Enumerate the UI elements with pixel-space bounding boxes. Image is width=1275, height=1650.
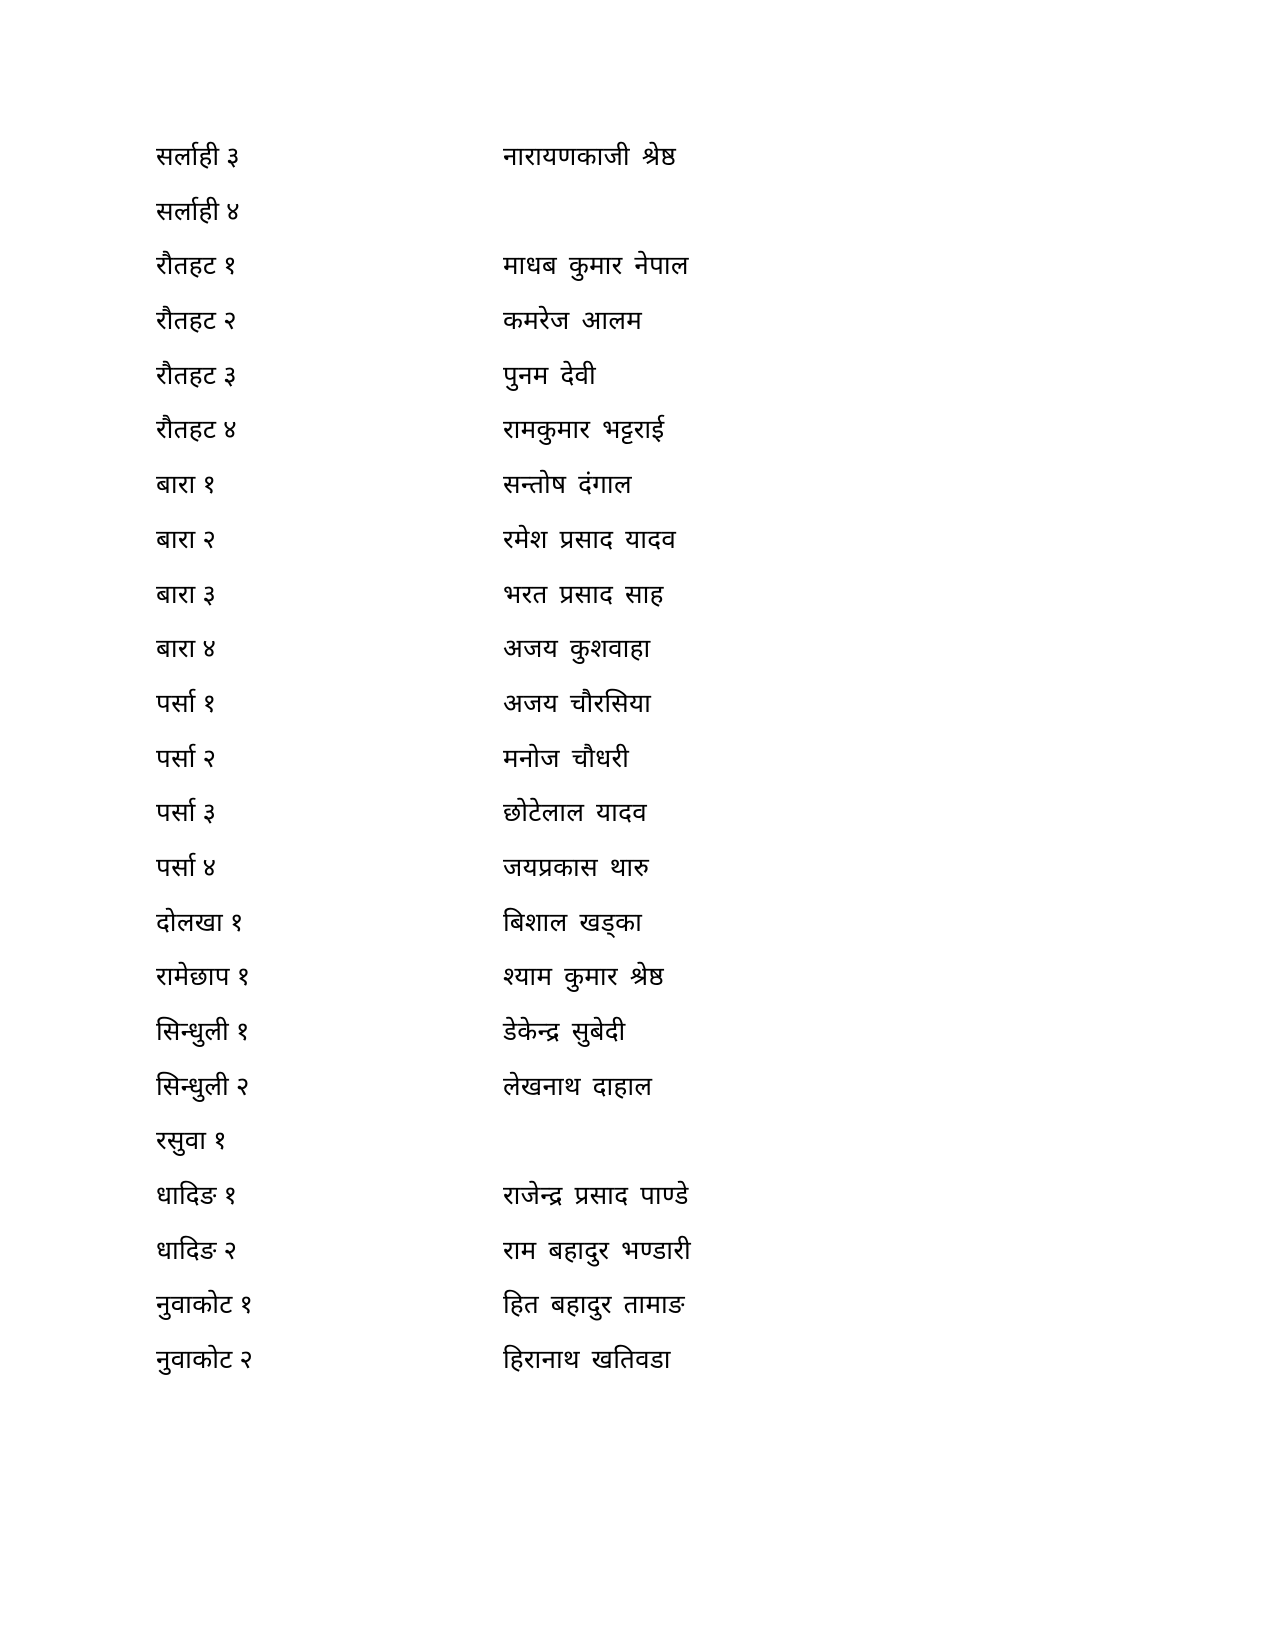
list-row [156, 414, 1235, 469]
candidate-name: कमरेज आलम [503, 306, 643, 336]
list-row [156, 196, 1235, 251]
constituency-label: बारा २ [156, 524, 217, 554]
candidate-name: हिरानाथ खतिवडा [503, 1345, 671, 1375]
candidate-name: पुनम देवी [503, 360, 597, 390]
list-row [156, 797, 1235, 852]
candidate-name: रामकुमार भट्टराई [503, 415, 665, 445]
constituency-label: रौतहट २ [156, 306, 237, 336]
candidate-name: अजय चौरसिया [503, 688, 652, 718]
candidate-name: छोटेलाल यादव [503, 798, 648, 828]
constituency-label: नुवाकोट २ [156, 1345, 254, 1375]
constituency-label: नुवाकोट १ [156, 1290, 254, 1320]
constituency-label: धादिङ २ [156, 1235, 238, 1265]
candidate-name: डेकेन्द्र सुबेदी [503, 1017, 626, 1046]
constituency-label: रौतहट १ [156, 251, 237, 281]
list-row [156, 1344, 1235, 1399]
list-row [156, 688, 1235, 743]
list-row [156, 579, 1235, 634]
constituency-label: पर्सा ४ [156, 852, 217, 882]
constituency-label: पर्सा १ [156, 688, 217, 718]
list-row [156, 743, 1235, 798]
list-row [156, 250, 1235, 305]
list-row [156, 1180, 1235, 1235]
list-row [156, 1289, 1235, 1344]
list-row [156, 1235, 1235, 1290]
constituency-label: सर्लाही ४ [156, 196, 240, 226]
constituency-label: पर्सा ३ [156, 798, 217, 828]
candidate-name: श्याम कुमार श्रेष्ठ [503, 962, 665, 992]
constituency-label: सिन्धुली २ [156, 1071, 250, 1101]
constituency-label: सिन्धुली १ [156, 1017, 250, 1046]
candidate-name: जयप्रकास थारु [503, 852, 650, 882]
constituency-label: रसुवा १ [156, 1126, 227, 1156]
constituency-label: रौतहट ३ [156, 360, 237, 390]
candidate-name: सन्तोष दंगाल [503, 470, 632, 500]
constituency-label: बारा ३ [156, 579, 217, 609]
constituency-candidate-list [156, 141, 1235, 1399]
candidate-name: भरत प्रसाद साह [503, 579, 664, 609]
list-row [156, 1071, 1235, 1126]
constituency-label: रामेछाप १ [156, 962, 251, 992]
constituency-label: सर्लाही ३ [156, 142, 240, 171]
list-row [156, 469, 1235, 524]
list-row [156, 360, 1235, 415]
candidate-name: लेखनाथ दाहाल [503, 1071, 653, 1101]
list-row [156, 1125, 1235, 1180]
constituency-label: पर्सा २ [156, 743, 217, 773]
list-row [156, 907, 1235, 962]
candidate-name: अजय कुशवाहा [503, 634, 651, 664]
candidate-name: बिशाल खड्का [503, 907, 643, 937]
candidate-name: हित बहादुर तामाङ [503, 1290, 685, 1320]
constituency-label: धादिङ १ [156, 1181, 238, 1211]
list-row [156, 141, 1235, 196]
candidate-name: रमेश प्रसाद यादव [503, 524, 677, 554]
list-row [156, 305, 1235, 360]
list-row [156, 1016, 1235, 1071]
list-row [156, 961, 1235, 1016]
candidate-name: राम बहादुर भण्डारी [503, 1235, 691, 1265]
list-row [156, 852, 1235, 907]
constituency-label: दोलखा १ [156, 907, 244, 937]
constituency-label: बारा ४ [156, 634, 217, 664]
candidate-name: मनोज चौधरी [503, 743, 630, 773]
candidate-name: नारायणकाजी श्रेष्ठ [503, 142, 677, 171]
constituency-label: रौतहट ४ [156, 415, 237, 445]
constituency-label: बारा १ [156, 470, 217, 500]
list-row [156, 524, 1235, 579]
list-row [156, 633, 1235, 688]
candidate-name: माधब कुमार नेपाल [503, 251, 689, 281]
candidate-name: राजेन्द्र प्रसाद पाण्डे [503, 1181, 689, 1211]
